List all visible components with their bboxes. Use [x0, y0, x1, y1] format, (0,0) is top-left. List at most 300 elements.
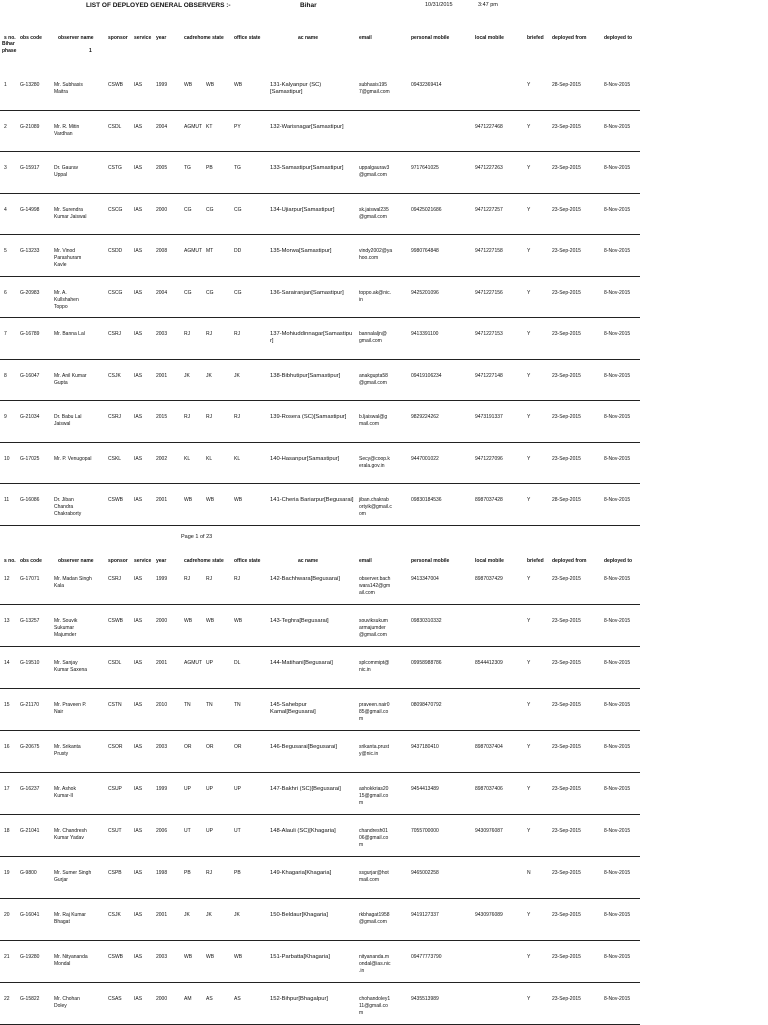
row-divider [0, 317, 640, 318]
cell-name: Mr. Subhasis Maitra [54, 82, 83, 95]
cell-email[interactable]: rkbhagat1958 @gmail.com [359, 912, 390, 925]
cell-service: IAS [134, 123, 143, 130]
cell-cadre: AGMUT [184, 660, 203, 666]
state-name: Bihar [300, 2, 317, 9]
row-divider [0, 688, 640, 689]
cell-service: IAS [134, 331, 143, 337]
cell-from: 23-Sep-2015 [552, 576, 581, 582]
cell-pmob: 09958988786 [411, 660, 442, 666]
cell-home: CG [206, 206, 214, 213]
phase-label-state: Bihar [2, 41, 15, 47]
cell-sponsor: CSRJ [108, 331, 122, 337]
column-header-ac-name: ac name [298, 558, 319, 564]
cell-email[interactable]: vindy2002@ya hoo.com [359, 248, 393, 261]
cell-year: 1999 [156, 786, 168, 792]
cell-to: 8-Nov-2015 [604, 912, 631, 918]
cell-home: KT [206, 123, 213, 130]
cell-sno: 13 [4, 618, 10, 624]
cell-to: 8-Nov-2015 [604, 289, 631, 296]
cell-office: DD [234, 248, 242, 254]
cell-name: Mr. Praveen P. Nair [54, 702, 87, 715]
cell-code: G-16047 [20, 372, 40, 379]
cell-name: Mr. Madan Singh Kala [54, 576, 92, 589]
cell-cadre: WB [184, 82, 193, 88]
cell-email[interactable]: srikanta.prust y@nic.in [359, 744, 390, 757]
cell-home: WB [206, 82, 215, 88]
cell-office: WB [234, 618, 243, 624]
column-header-deployed-to: deployed to [604, 35, 633, 41]
cell-code: G-13257 [20, 618, 40, 624]
cell-email[interactable]: Secy@coop.k erala.gov.in [359, 455, 390, 469]
cell-sno: 15 [4, 702, 10, 708]
cell-code: G-20675 [20, 744, 40, 750]
cell-pmob: 9413347004 [411, 576, 439, 582]
cell-to: 8-Nov-2015 [604, 123, 631, 130]
cell-year: 2004 [156, 289, 168, 296]
cell-to: 8-Nov-2015 [604, 497, 631, 503]
column-header-service: service [134, 558, 152, 564]
row-divider [0, 483, 640, 484]
cell-from: 23-Sep-2015 [552, 954, 581, 960]
phase-label: phase [2, 48, 17, 54]
cell-from: 23-Sep-2015 [552, 206, 581, 213]
cell-code: G-16086 [20, 497, 40, 503]
row-divider [0, 646, 640, 647]
cell-briefed: Y [527, 786, 531, 792]
column-header-observer-name: observer name [58, 558, 94, 564]
cell-from: 23-Sep-2015 [552, 331, 581, 337]
cell-to: 8-Nov-2015 [604, 206, 631, 213]
cell-ac: 141-Cheria Bariarpur[Begusarai] [270, 497, 354, 503]
cell-email[interactable]: anakgupta58 @gmail.com [359, 372, 388, 386]
cell-cadre: PB [184, 870, 191, 876]
cell-sponsor: CSRJ [108, 414, 122, 420]
cell-sponsor: CSKL [108, 455, 122, 462]
cell-name: Mr. Ashok Kumar-II [54, 786, 76, 799]
cell-email[interactable]: souviksukum armajumder @gmail.com [359, 618, 388, 638]
cell-email[interactable]: chandresh01 06@gmail.co m [359, 828, 389, 848]
column-header-year: year [156, 558, 167, 564]
cell-service: IAS [134, 702, 143, 708]
cell-from: 23-Sep-2015 [552, 165, 581, 171]
cell-code: G-17071 [20, 576, 40, 582]
cell-service: IAS [134, 618, 143, 624]
cell-home: MT [206, 248, 214, 254]
cell-pmob: 9413391100 [411, 331, 439, 337]
cell-ac: 143-Teghra[Begusarai] [270, 618, 329, 624]
cell-service: IAS [134, 870, 143, 876]
cell-home: WB [206, 954, 215, 960]
cell-office: UT [234, 828, 241, 834]
cell-year: 2001 [156, 660, 168, 666]
cell-from: 23-Sep-2015 [552, 702, 581, 708]
cell-home: JK [206, 912, 212, 918]
cell-year: 2003 [156, 744, 168, 750]
cell-pmob: 9447001022 [411, 455, 439, 462]
cell-from: 23-Sep-2015 [552, 455, 581, 462]
cell-pmob: 09419106234 [411, 372, 442, 379]
cell-code: G-21034 [20, 414, 40, 420]
report-time: 3:47 pm [478, 2, 498, 8]
cell-from: 23-Sep-2015 [552, 372, 581, 379]
cell-sno: 9 [4, 414, 7, 420]
cell-ac: 149-Khagaria[Khagaria] [270, 870, 332, 876]
cell-name: Mr. Nityananda Mondal [54, 954, 88, 967]
cell-year: 1998 [156, 870, 168, 876]
cell-from: 23-Sep-2015 [552, 744, 581, 750]
cell-code: G-20983 [20, 289, 40, 296]
cell-office: DL [234, 660, 241, 666]
cell-from: 23-Sep-2015 [552, 289, 581, 296]
cell-office: UP [234, 786, 241, 792]
row-divider [0, 151, 640, 152]
phase-value: 1 [89, 48, 92, 54]
cell-office: PB [234, 870, 241, 876]
column-header-cadre-home: cadrehome state [184, 35, 224, 41]
cell-email[interactable]: uppalgaurav3 @gmail.com [359, 165, 390, 178]
cell-name: Mr. A. Kullshahen Toppo [54, 289, 79, 310]
cell-cadre: JK [184, 912, 190, 918]
cell-pmob: 9465002258 [411, 870, 439, 876]
cell-cadre: WB [184, 497, 193, 503]
cell-ac: 145-Sahebpur Kamal[Begusarai] [270, 702, 316, 715]
cell-email[interactable]: chohandoley1 11@gmail.co m [359, 996, 391, 1016]
cell-year: 2001 [156, 372, 168, 379]
column-header-personal-mobile: personal mobile [411, 558, 450, 564]
cell-home: RJ [206, 576, 213, 582]
cell-sponsor: CSUT [108, 828, 122, 834]
column-header-sponsor: sponsor [108, 558, 128, 564]
cell-sponsor: CSWB [108, 82, 123, 88]
cell-briefed: N [527, 870, 531, 876]
cell-sno: 3 [4, 165, 7, 171]
cell-ac: 144-Matihani[Begusarai] [270, 660, 333, 666]
cell-cadre: AGMUT [184, 123, 203, 130]
cell-ac: 151-Parbatta[Khagaria] [270, 954, 330, 960]
cell-sno: 16 [4, 744, 10, 750]
cell-code: G-13280 [20, 82, 40, 88]
cell-home: UP [206, 786, 213, 792]
cell-sponsor: CSWB [108, 954, 123, 960]
cell-sponsor: CSOR [108, 744, 123, 750]
cell-pmob: 9980764848 [411, 248, 439, 254]
cell-briefed: Y [527, 576, 531, 582]
cell-lmob: 9430976087 [475, 828, 503, 834]
cell-year: 2003 [156, 954, 168, 960]
cell-cadre: AGMUT [184, 248, 203, 254]
row-divider [0, 276, 640, 277]
cell-pmob: 09432369414 [411, 82, 442, 88]
cell-email[interactable]: sk.jaiswal235 @gmail.com [359, 206, 389, 220]
cell-sponsor: CSDL [108, 123, 122, 130]
row-divider [0, 982, 640, 983]
cell-ac: 142-Bachhwara[Begusarai] [270, 576, 340, 582]
cell-briefed: Y [527, 372, 531, 379]
cell-briefed: Y [527, 954, 531, 960]
cell-to: 8-Nov-2015 [604, 576, 631, 582]
cell-sno: 10 [4, 455, 10, 462]
cell-to: 8-Nov-2015 [604, 82, 631, 88]
cell-briefed: Y [527, 912, 531, 918]
cell-briefed: Y [527, 414, 531, 420]
cell-ac: 150-Beldaur[Khagaria] [270, 912, 329, 918]
cell-name: Mr. Sanjay Kumar Saxena [54, 660, 88, 673]
cell-to: 8-Nov-2015 [604, 248, 631, 254]
cell-home: KL [206, 455, 213, 462]
cell-office: KL [234, 455, 241, 462]
cell-briefed: Y [527, 497, 531, 503]
cell-office: WB [234, 954, 243, 960]
cell-name: Dr. Gaurav Uppal [54, 165, 79, 178]
cell-year: 2010 [156, 702, 168, 708]
cell-service: IAS [134, 414, 143, 420]
cell-sno: 7 [4, 331, 7, 337]
cell-sno: 21 [4, 954, 10, 960]
cell-office: TG [234, 165, 241, 171]
column-header-cadre-home: cadrehome state [184, 558, 224, 564]
cell-pmob: 9829224262 [411, 414, 439, 420]
cell-lmob: 8987037404 [475, 744, 503, 750]
cell-service: IAS [134, 996, 143, 1002]
cell-sno: 12 [4, 576, 10, 582]
cell-name: Mr. Sumer Singh Gurjar [54, 870, 92, 883]
cell-cadre: WB [184, 954, 193, 960]
cell-code: G-21041 [20, 828, 40, 834]
cell-briefed: Y [527, 82, 531, 88]
cell-ac: 148-Alauli (SC)[Khagaria] [270, 828, 336, 834]
cell-briefed: Y [527, 248, 531, 254]
cell-to: 8-Nov-2015 [604, 414, 631, 420]
cell-sponsor: CSPB [108, 870, 122, 876]
cell-lmob: 9471227257 [475, 206, 503, 213]
cell-cadre: TN [184, 702, 191, 708]
cell-email[interactable]: observer.bach wara142@gm ail.com [359, 576, 391, 596]
cell-lmob: 9471227156 [475, 289, 503, 296]
column-header-office-state: office state [234, 558, 261, 564]
cell-code: G-16237 [20, 786, 40, 792]
cell-office: RJ [234, 414, 241, 420]
cell-cadre: TG [184, 165, 191, 171]
cell-from: 23-Sep-2015 [552, 828, 581, 834]
cell-to: 8-Nov-2015 [604, 618, 631, 624]
cell-pmob: 9437180410 [411, 744, 439, 750]
cell-year: 2000 [156, 206, 168, 213]
row-divider [0, 772, 640, 773]
cell-code: G-9800 [20, 870, 37, 876]
cell-sno: 2 [4, 123, 7, 130]
cell-sponsor: CSCG [108, 206, 123, 213]
cell-office: RJ [234, 331, 241, 337]
cell-lmob: 8544412309 [475, 660, 503, 666]
column-header-obs-code: obs code [20, 35, 42, 41]
cell-sponsor: CSCG [108, 289, 123, 296]
column-header-sno: s no. [4, 558, 16, 564]
cell-code: G-16041 [20, 912, 40, 918]
cell-cadre: CG [184, 206, 192, 213]
column-header-deployed-from: deployed from [552, 558, 587, 564]
cell-to: 8-Nov-2015 [604, 744, 631, 750]
cell-cadre: AM [184, 996, 192, 1002]
cell-email[interactable]: praveen.nair0 85@gmail.co m [359, 702, 390, 722]
cell-to: 8-Nov-2015 [604, 331, 631, 337]
cell-sponsor: CSUP [108, 786, 122, 792]
cell-year: 1999 [156, 82, 168, 88]
cell-briefed: Y [527, 702, 531, 708]
row-divider [0, 814, 640, 815]
cell-sno: 1 [4, 82, 7, 88]
cell-ac: 135-Morwa[Samastipur] [270, 248, 332, 254]
cell-from: 23-Sep-2015 [552, 618, 581, 624]
cell-service: IAS [134, 828, 143, 834]
cell-briefed: Y [527, 206, 531, 213]
cell-email[interactable]: nityananda.m ondal@ias.nic .in [359, 954, 391, 974]
cell-sponsor: CSTG [108, 165, 122, 171]
cell-sno: 11 [4, 497, 10, 503]
cell-name: Mr. Surendra Kumar Jaiswal [54, 206, 87, 220]
cell-lmob: 9430976089 [475, 912, 503, 918]
page-number: Page 1 of 23 [181, 534, 213, 540]
cell-email[interactable]: bannalaljn@ gmail.com [359, 331, 387, 344]
cell-sno: 8 [4, 372, 7, 379]
cell-to: 8-Nov-2015 [604, 786, 631, 792]
cell-ac: 152-Bihpur[Bhagalpur] [270, 996, 329, 1002]
cell-pmob: 7055700000 [411, 828, 439, 834]
row-divider [0, 525, 640, 526]
cell-to: 8-Nov-2015 [604, 372, 631, 379]
cell-ac: 134-Ujiarpur[Samastipur] [270, 206, 335, 213]
column-header-email: email [359, 558, 372, 564]
column-header-sponsor: sponsor [108, 35, 128, 41]
column-header-year: year [156, 35, 167, 41]
cell-cadre: RJ [184, 576, 191, 582]
cell-name: Mr. Anil Kumar Gupta [54, 372, 87, 386]
cell-office: JK [234, 372, 240, 379]
cell-sponsor: CSWB [108, 618, 123, 624]
cell-home: PB [206, 165, 213, 171]
cell-cadre: WB [184, 618, 193, 624]
cell-ac: 140-Hasanpur[Samastipur] [270, 455, 340, 462]
cell-to: 8-Nov-2015 [604, 165, 631, 171]
cell-pmob: 09425021686 [411, 206, 442, 213]
cell-code: G-16789 [20, 331, 40, 337]
cell-home: TN [206, 702, 213, 708]
cell-email[interactable]: jiban.chakrab ortyik@gmail.c om [359, 497, 392, 517]
cell-cadre: JK [184, 372, 190, 379]
cell-service: IAS [134, 912, 143, 918]
cell-ac: 146-Begusarai[Begusarai] [270, 744, 338, 750]
cell-name: Mr. Vinod Parashuram Kavle [54, 248, 82, 268]
cell-home: OR [206, 744, 214, 750]
cell-year: 2000 [156, 618, 168, 624]
cell-cadre: OR [184, 744, 192, 750]
cell-ac: 131-Kalyanpur (SC) [Samastipur] [270, 82, 322, 95]
cell-home: RJ [206, 331, 213, 337]
cell-from: 28-Sep-2015 [552, 497, 581, 503]
column-header-ac-name: ac name [298, 35, 319, 41]
cell-email[interactable]: ssgurjar@hot mail.com [359, 870, 389, 883]
cell-sno: 19 [4, 870, 10, 876]
cell-pmob: 9425201096 [411, 289, 439, 296]
cell-name: Mr. R. Mitin Vardhan [54, 123, 80, 137]
row-divider [0, 856, 640, 857]
document-title: LIST OF DEPLOYED GENERAL OBSERVERS :- [86, 2, 231, 9]
cell-year: 2000 [156, 996, 168, 1002]
cell-ac: 136-Sarairanjan[Samastipur] [270, 289, 344, 296]
row-divider [0, 898, 640, 899]
cell-home: AS [206, 996, 213, 1002]
cell-service: IAS [134, 289, 143, 296]
cell-name: Dr. Jiban Chandra Chakraborty [54, 497, 82, 517]
cell-lmob: 9471227153 [475, 331, 503, 337]
cell-pmob: 9419127337 [411, 912, 439, 918]
cell-from: 23-Sep-2015 [552, 912, 581, 918]
column-header-deployed-to: deployed to [604, 558, 633, 564]
cell-lmob: 9473191337 [475, 414, 503, 420]
row-divider [0, 193, 640, 194]
cell-cadre: RJ [184, 331, 191, 337]
cell-service: IAS [134, 82, 143, 88]
cell-from: 23-Sep-2015 [552, 248, 581, 254]
cell-email[interactable]: splcommipt@ nic.in [359, 660, 390, 673]
cell-service: IAS [134, 576, 143, 582]
column-header-personal-mobile: personal mobile [411, 35, 450, 41]
cell-to: 8-Nov-2015 [604, 660, 631, 666]
column-header-email: email [359, 35, 372, 41]
cell-year: 2001 [156, 912, 168, 918]
cell-email[interactable]: b.ljaiswal@g mail.com [359, 414, 388, 427]
cell-lmob: 9471227096 [475, 455, 503, 462]
cell-code: G-21170 [20, 702, 40, 708]
cell-email[interactable]: toppo.ak@nic. in [359, 289, 392, 303]
cell-service: IAS [134, 954, 143, 960]
column-header-deployed-from: deployed from [552, 35, 587, 41]
cell-email[interactable]: subhasis195 7@gmail.com [359, 82, 390, 95]
row-divider [0, 442, 640, 443]
cell-from: 28-Sep-2015 [552, 82, 581, 88]
cell-pmob: 09830184536 [411, 497, 442, 503]
cell-briefed: Y [527, 165, 531, 171]
cell-code: G-19510 [20, 660, 40, 666]
row-divider [0, 110, 640, 111]
cell-code: G-14998 [20, 206, 40, 213]
cell-to: 8-Nov-2015 [604, 996, 631, 1002]
cell-name: Mr. Souvik Sukumar Majumder [54, 618, 78, 638]
cell-service: IAS [134, 786, 143, 792]
cell-code: G-15917 [20, 165, 40, 171]
column-header-obs-code: obs code [20, 558, 42, 564]
cell-to: 8-Nov-2015 [604, 954, 631, 960]
cell-pmob: 9435513989 [411, 996, 439, 1002]
cell-email[interactable]: ashokkrias20 15@gmail.co m [359, 786, 389, 806]
cell-cadre: UT [184, 828, 191, 834]
cell-lmob: 9471227263 [475, 165, 503, 171]
cell-briefed: Y [527, 331, 531, 337]
cell-home: WB [206, 497, 215, 503]
cell-ac: 132-Warisnagar[Samastipur] [270, 123, 344, 130]
cell-service: IAS [134, 660, 143, 666]
cell-from: 23-Sep-2015 [552, 660, 581, 666]
cell-sponsor: CSJK [108, 372, 121, 379]
cell-briefed: Y [527, 289, 531, 296]
cell-sno: 4 [4, 206, 7, 213]
cell-name: Mr. Raj Kumar Bhagat [54, 912, 86, 925]
cell-home: CG [206, 289, 214, 296]
cell-service: IAS [134, 744, 143, 750]
cell-service: IAS [134, 372, 143, 379]
cell-sno: 17 [4, 786, 10, 792]
cell-briefed: Y [527, 123, 531, 130]
cell-briefed: Y [527, 455, 531, 462]
